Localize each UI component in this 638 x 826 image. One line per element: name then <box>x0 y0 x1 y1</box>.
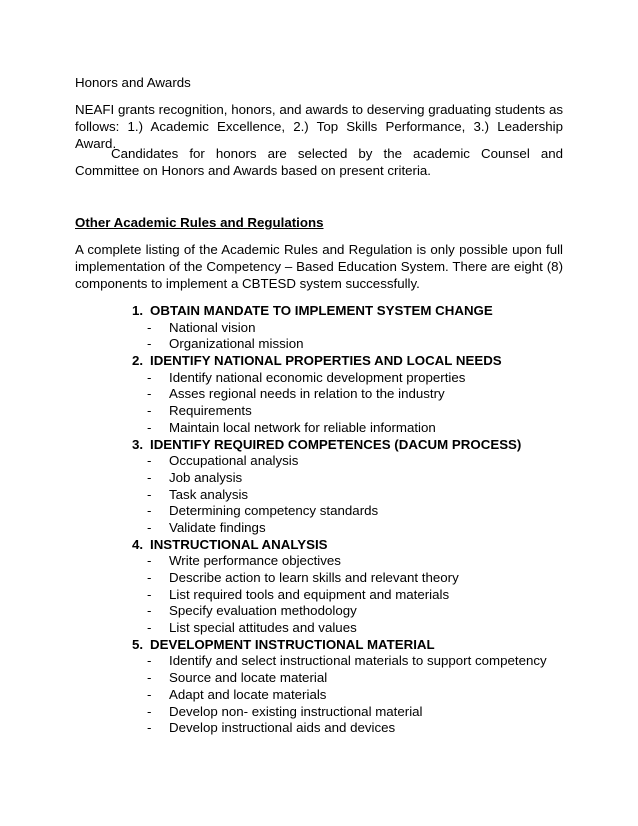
sub-list-item <box>132 386 572 403</box>
step-title <box>132 303 572 320</box>
sub-item-text: National vision <box>169 319 256 335</box>
sub-list-item <box>132 603 572 620</box>
step-number: 2. <box>132 353 144 369</box>
step-sub-list <box>132 370 572 437</box>
sub-item-text: List required tools and equipment and materials <box>169 586 450 602</box>
dash-bullet: - <box>147 419 152 435</box>
sub-item-text: List special attitudes and values <box>169 620 357 636</box>
sub-list-item <box>132 587 572 604</box>
honors-title: Honors and Awards <box>75 75 191 90</box>
step-title-text: DEVELOPMENT INSTRUCTIONAL MATERIAL <box>150 636 435 652</box>
sub-item-text: Determining competency standards <box>169 503 379 519</box>
dash-bullet: - <box>147 486 152 502</box>
dash-bullet: - <box>147 703 152 719</box>
step-number: 4. <box>132 536 144 552</box>
dash-bullet: - <box>147 503 152 519</box>
sub-list-item <box>132 470 572 487</box>
component-step <box>132 303 572 353</box>
dash-bullet: - <box>147 369 152 385</box>
sub-list-item <box>132 370 572 387</box>
sub-item-text: Organizational mission <box>169 336 304 352</box>
step-title-text: INSTRUCTIONAL ANALYSIS <box>150 536 328 552</box>
sub-list-item <box>132 670 572 687</box>
dash-bullet: - <box>147 469 152 485</box>
dash-bullet: - <box>147 686 152 702</box>
sub-list-item <box>132 503 572 520</box>
sub-list-item <box>132 570 572 587</box>
sub-list-item <box>132 553 572 570</box>
rules-heading: Other Academic Rules and Regulations <box>75 215 324 230</box>
sub-list-item <box>132 704 572 721</box>
component-step <box>132 537 572 637</box>
step-sub-list <box>132 320 572 353</box>
dash-bullet: - <box>147 403 152 419</box>
sub-list-item <box>132 487 572 504</box>
sub-list-item <box>132 687 572 704</box>
sub-item-text: Identify national economic development properties <box>169 369 466 385</box>
sub-item-text: Describe action to learn skills and relevant theory <box>169 570 459 585</box>
dash-bullet: - <box>147 336 152 352</box>
sub-list-item <box>132 336 572 353</box>
dash-bullet: - <box>147 586 152 602</box>
sub-list-item <box>132 420 572 437</box>
component-step <box>132 637 572 737</box>
sub-item-text: Validate findings <box>169 519 266 535</box>
step-title <box>132 353 572 370</box>
sub-list-item <box>132 453 572 470</box>
dash-bullet: - <box>147 319 152 335</box>
dash-bullet: - <box>147 620 152 636</box>
component-step <box>132 437 572 537</box>
components-list <box>132 303 572 737</box>
dash-bullet: - <box>147 653 152 669</box>
dash-bullet: - <box>147 720 152 736</box>
sub-list-item <box>132 403 572 420</box>
candidates-paragraph: Candidates for honors are selected by the academic Counsel and Committee on Honors and Awards based on present criteria. <box>75 146 563 178</box>
dash-bullet: - <box>147 603 152 619</box>
sub-item-text: Specify evaluation methodology <box>169 603 357 619</box>
dash-bullet: - <box>147 453 152 469</box>
step-title-text: IDENTIFY NATIONAL PROPERTIES AND LOCAL NEEDS <box>150 353 502 369</box>
sub-item-text: Adapt and locate materials <box>169 686 327 702</box>
sub-list-item <box>132 720 572 737</box>
sub-item-text: Requirements <box>169 403 252 419</box>
sub-item-text: Develop instructional aids and devices <box>169 720 396 736</box>
dash-bullet: - <box>147 553 152 569</box>
dash-bullet: - <box>147 670 152 686</box>
sub-item-text: Task analysis <box>169 486 249 502</box>
step-number: 3. <box>132 436 144 452</box>
step-title <box>132 537 572 554</box>
sub-item-text: Maintain local network for reliable information <box>169 419 436 435</box>
step-number: 5. <box>132 636 144 652</box>
step-title <box>132 437 572 454</box>
sub-item-text: Job analysis <box>169 469 243 485</box>
dash-bullet: - <box>147 386 152 402</box>
step-sub-list <box>132 453 572 536</box>
sub-item-text: Source and locate material <box>169 670 328 686</box>
sub-list-item <box>132 620 572 637</box>
sub-item-text: Occupational analysis <box>169 453 299 469</box>
sub-list-item <box>132 653 572 670</box>
dash-bullet: - <box>147 570 152 585</box>
step-title-text: IDENTIFY REQUIRED COMPETENCES (DACUM PROCESS) <box>150 436 522 452</box>
rules-intro-paragraph: A complete listing of the Academic Rules and Regulation is only possible upon full implementation of the Competency – Based Education System. There are eight (8) components to implement a CBTESD system successfully. <box>75 242 563 291</box>
step-number: 1. <box>132 303 144 318</box>
step-sub-list <box>132 553 572 636</box>
sub-item-text: Write performance objectives <box>169 553 341 569</box>
step-title <box>132 637 572 654</box>
sub-item-text: Identify and select instructional materials to support competency <box>169 653 547 669</box>
honors-paragraph: NEAFI grants recognition, honors, and awards to deserving graduating students as follows: 1.) Academic Excellence, 2.) Top Skills Performance, 3.) Leadership Award. <box>75 102 563 151</box>
step-sub-list <box>132 653 572 736</box>
step-title-text: OBTAIN MANDATE TO IMPLEMENT SYSTEM CHANGE <box>150 303 493 318</box>
sub-item-text: Develop non- existing instructional material <box>169 703 423 719</box>
sub-item-text: Asses regional needs in relation to the industry <box>169 386 445 402</box>
sub-list-item <box>132 520 572 537</box>
dash-bullet: - <box>147 519 152 535</box>
component-step <box>132 353 572 436</box>
sub-list-item <box>132 320 572 337</box>
